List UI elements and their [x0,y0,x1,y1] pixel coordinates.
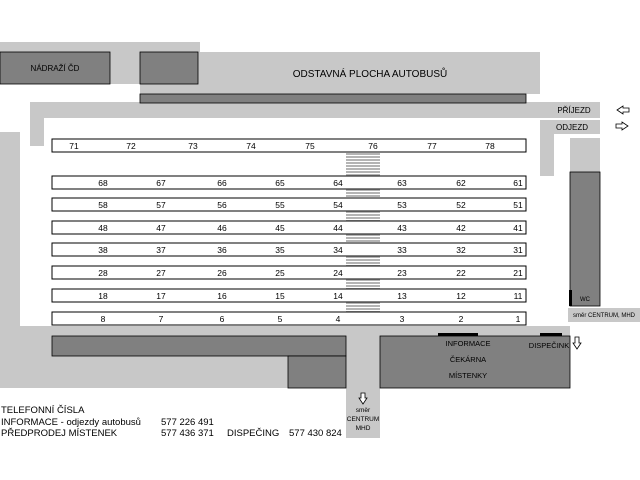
stand-number: 71 [69,141,79,151]
crosswalk-stripe [346,156,380,158]
dispatch-counter-mark [540,333,562,336]
stand-number: 72 [126,141,136,151]
crosswalk-stripe [346,159,380,161]
stand-number: 15 [275,291,285,301]
crosswalk-stripe [346,262,380,264]
stand-number: 74 [246,141,256,151]
crosswalk-stripe [346,282,380,284]
platform [52,266,526,279]
stand-number: 55 [275,200,285,210]
crosswalk-stripe [346,192,380,194]
stand-number: 56 [217,200,227,210]
stand-number: 65 [275,178,285,188]
phone-dispatch-label: DISPEČING [227,428,280,439]
platform [52,312,526,325]
stand-number: 51 [513,200,523,210]
stand-number: 64 [333,178,343,188]
stand-number: 6 [219,314,225,324]
stand-number: 7 [158,314,164,324]
platform [52,289,526,302]
crosswalk-stripe [346,214,380,216]
stand-number: 26 [217,268,227,278]
stand-number: 63 [397,178,407,188]
stand-number: 45 [275,223,285,233]
stand-number: 37 [156,245,166,255]
crosswalk-stripe [346,165,380,167]
stand-number: 21 [513,268,523,278]
stand-number: 38 [98,245,108,255]
stand-number: 27 [156,268,166,278]
crosswalk-stripe [346,305,380,307]
crosswalk-stripe [346,259,380,261]
bottom-left-building [52,336,346,356]
parking-label: ODSTAVNÁ PLOCHA AUTOBUSŮ [292,69,448,80]
stand-number: 31 [513,245,523,255]
stand-number: 36 [217,245,227,255]
platform [52,176,526,189]
stand-number: 41 [513,223,523,233]
stand-number: 47 [156,223,166,233]
stand-number: 23 [397,268,407,278]
stand-number: 61 [513,178,523,188]
road-left-vertical [30,102,44,146]
phone-heading: TELEFONNÍ ČÍSLA [1,405,85,416]
platform [52,243,526,256]
stand-number: 46 [217,223,227,233]
crosswalk-stripe [346,217,380,219]
stand-number: 73 [188,141,198,151]
stand-number: 4 [335,314,341,324]
stand-number: 5 [277,314,283,324]
platforms [52,139,526,325]
entry-arrow-icon [617,106,629,114]
stand-number: 44 [333,223,343,233]
crosswalk-stripe [346,308,380,310]
stand-number: 33 [397,245,407,255]
stand-number: 48 [98,223,108,233]
platform [52,221,526,234]
parking-building-left [140,52,198,84]
crosswalk-stripe [346,153,380,155]
stand-number: 3 [399,314,405,324]
stand-number: 76 [368,141,378,151]
stand-number: 42 [456,223,466,233]
stand-number: 77 [427,141,437,151]
stand-number: 68 [98,178,108,188]
centrum-bottom-label-3: MHD [355,425,371,432]
road-exit-vertical [540,120,554,176]
phone-numbers [1,405,342,440]
centrum-bottom-label-2: CENTRUM [346,416,380,423]
wc-door-mark [569,290,572,306]
road-right-column [570,138,600,172]
exit-arrow-icon [616,122,628,130]
crosswalk-stripe [346,168,380,170]
crosswalk-stripe [346,195,380,197]
info-label: INFORMACE [445,339,491,348]
info-counter-mark [438,333,478,336]
platform [52,139,526,152]
phone-info-row [1,416,214,429]
wc-label: WC [580,297,590,303]
road-entry-lane [30,102,600,118]
stand-number: 2 [458,314,464,324]
stand-number: 54 [333,200,343,210]
dispatch-label: DISPEČINK [528,341,570,350]
stand-number: 78 [485,141,495,151]
bottom-left-annex [288,356,346,388]
phone-presale-number: 577 436 371 [161,428,214,439]
stand-number: 11 [513,291,523,301]
crosswalk-stripe [346,237,380,239]
stand-number: 62 [456,178,466,188]
stand-number: 8 [100,314,106,324]
stand-number: 35 [275,245,285,255]
crosswalk-stripe [346,240,380,242]
stand-number: 58 [98,200,108,210]
crosswalk-stripe [346,171,380,173]
stand-number: 18 [98,291,108,301]
stand-number: 22 [456,268,466,278]
crosswalk-stripe [346,285,380,287]
stand-number: 1 [515,314,521,324]
stand-number: 57 [156,200,166,210]
stand-number: 13 [397,291,407,301]
exit-label: ODJEZD [556,123,588,132]
centrum-side-label: směr CENTRUM, MHD [573,313,635,319]
stand-number: 28 [98,268,108,278]
stand-number: 43 [397,223,407,233]
parking-bar [140,94,526,103]
stand-number: 17 [156,291,166,301]
station-label: NÁDRAŽÍ ČD [30,64,80,73]
stand-number: 14 [333,291,343,301]
stand-number: 12 [456,291,466,301]
stand-number: 66 [217,178,227,188]
phone-info-number: 577 226 491 [161,416,214,428]
stand-number: 25 [275,268,285,278]
phone-presale-label: PŘEDPRODEJ MÍSTENEK [1,428,118,439]
stand-number: 16 [217,291,227,301]
centrum-bottom-label-1: směr [355,407,371,414]
stand-number: 34 [333,245,343,255]
stand-number: 67 [156,178,166,188]
stand-number: 24 [333,268,343,278]
road-top-strip [0,42,200,52]
stand-number: 75 [305,141,315,151]
phone-info-label: INFORMACE - odjezdy autobusů [1,416,141,428]
stand-number: 32 [456,245,466,255]
waiting-room-label: ČEKÁRNA [449,355,487,364]
crosswalk-stripe [346,162,380,164]
platform [52,198,526,211]
stand-number: 52 [456,200,466,210]
stand-number: 53 [397,200,407,210]
right-building [570,172,600,306]
phone-presale-row [1,428,342,440]
entry-label: PŘÍJEZD [557,106,591,115]
phone-dispatch-number: 577 430 824 [289,428,342,439]
tickets-label: MÍSTENKY [448,371,488,380]
down-arrow-icon-side [573,337,581,349]
